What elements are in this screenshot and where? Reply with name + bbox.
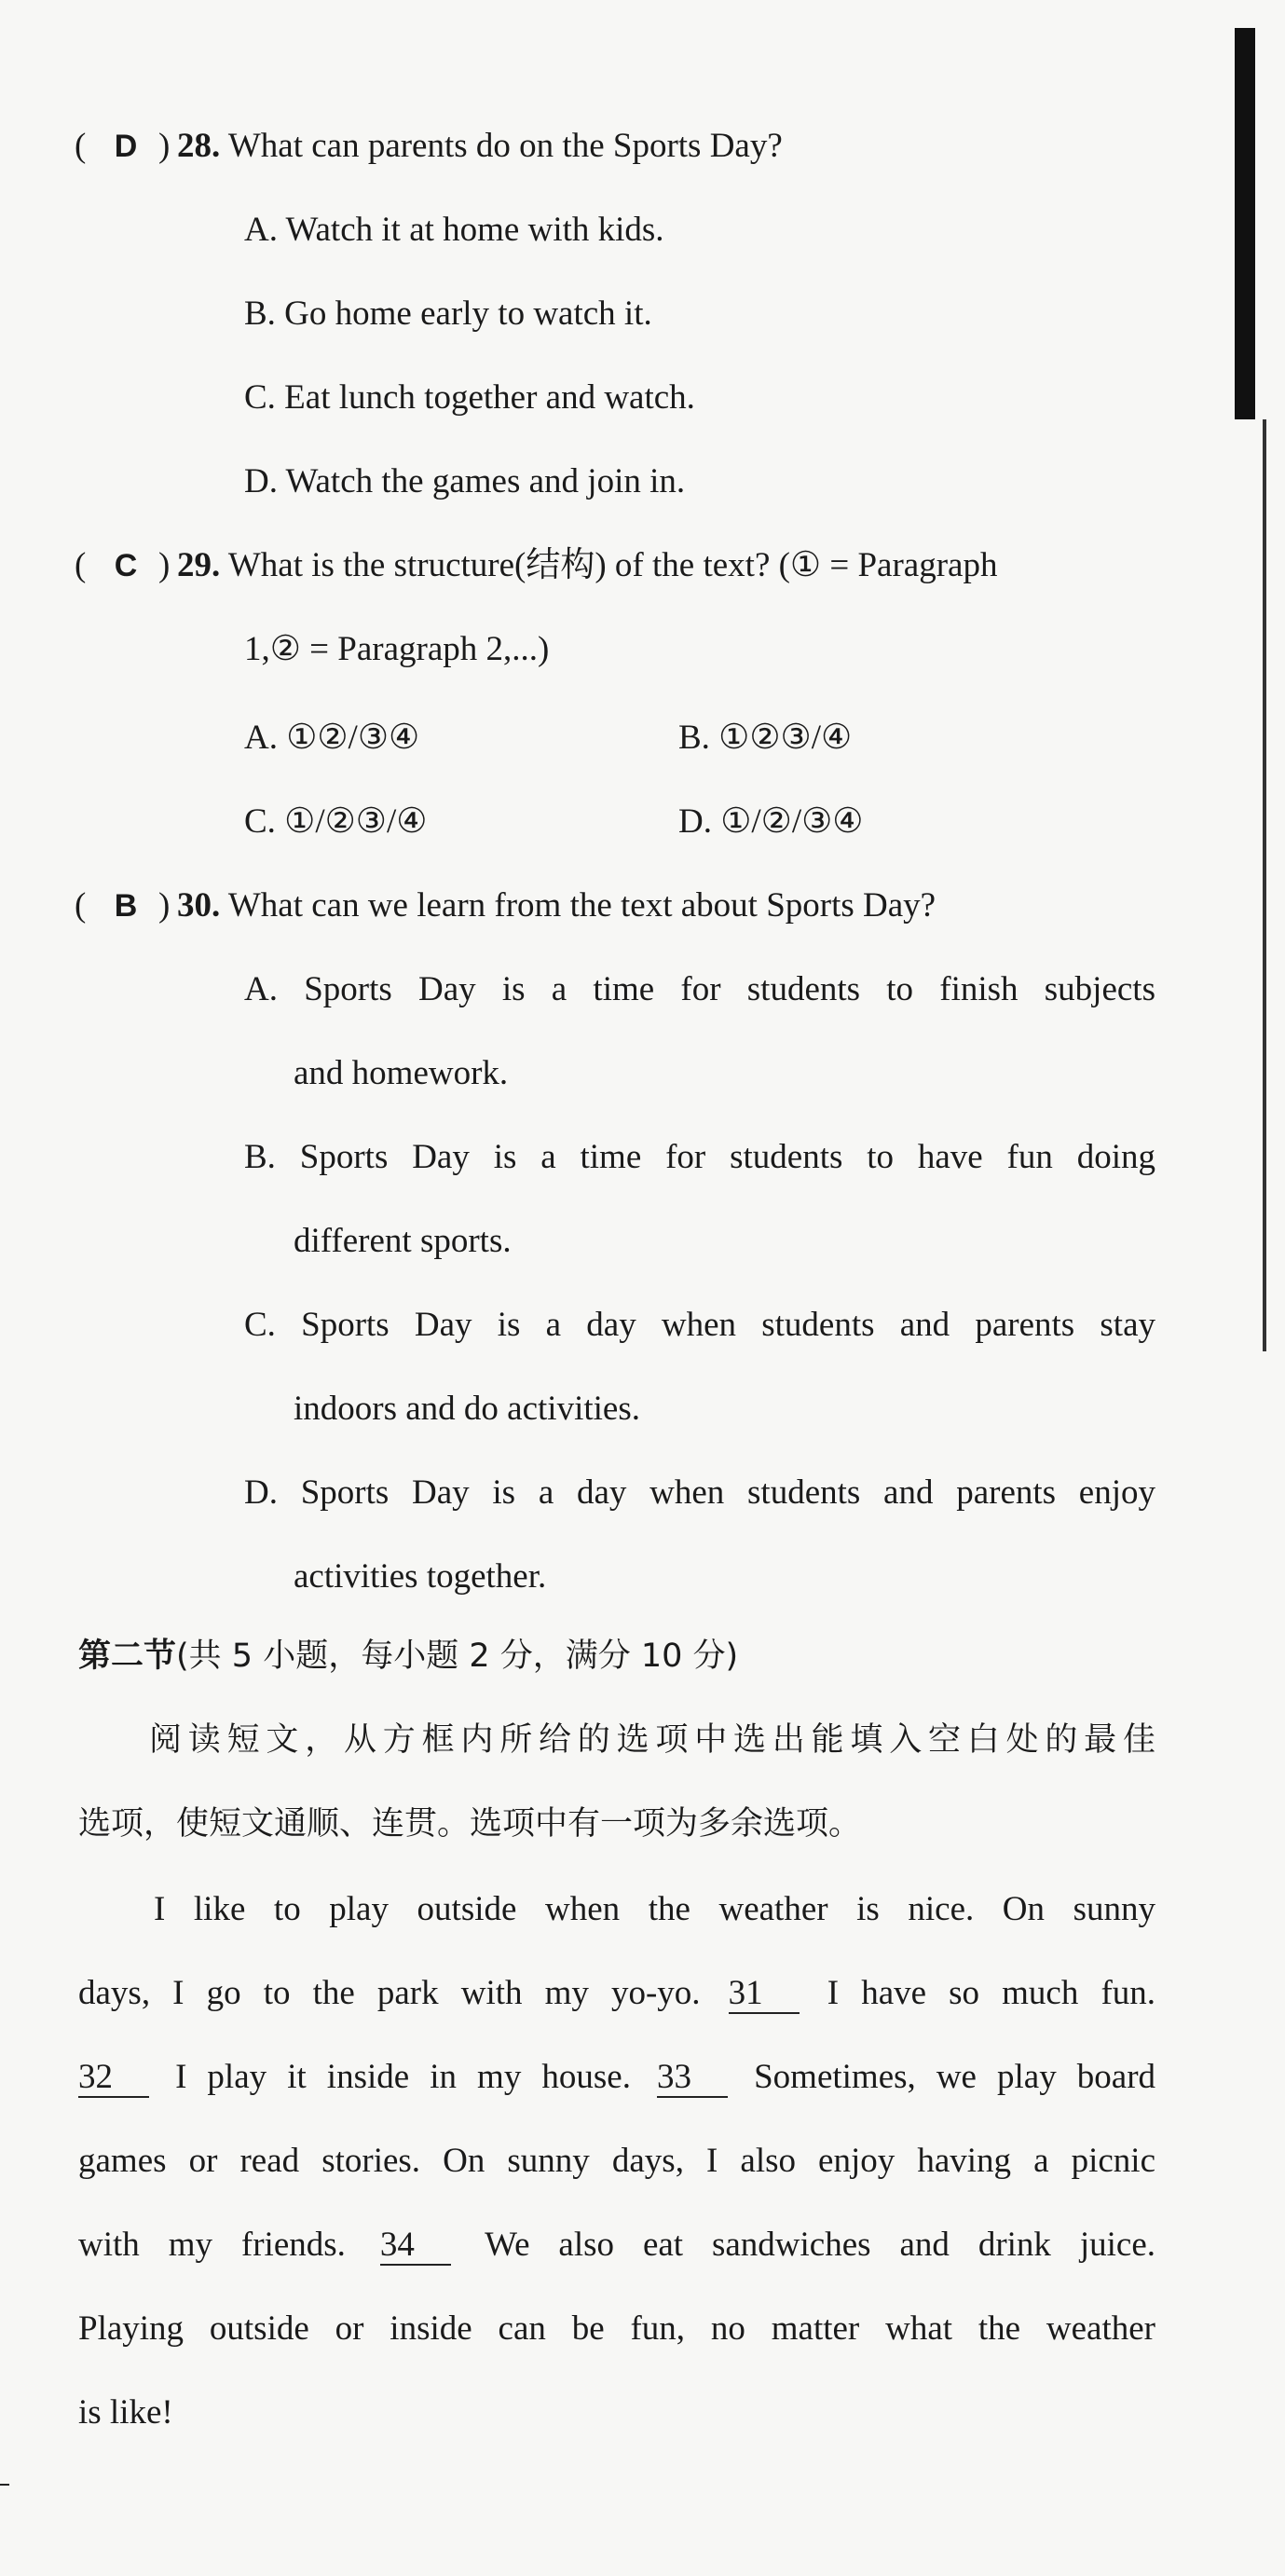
option-28-b: B. Go home early to watch it.	[244, 295, 652, 333]
question-number-29: 29.	[177, 546, 221, 584]
option-30-d: D. Sports Day is a day when students and parents enjoy	[244, 1473, 1155, 1512]
passage-line-5: with my friends. 34 We also eat sandwiches and drink juice.	[78, 2226, 1156, 2264]
passage-line-2: days, I go to the park with my yo-yo. 31 I have so much fun.	[78, 1974, 1156, 2012]
option-28-d: D. Watch the games and join in.	[244, 462, 686, 500]
instruction-line-2: 选项，使短文通顺、连贯。选项中有一项为多余选项。	[78, 1805, 862, 1843]
question-text-28: What can parents do on the Sports Day?	[227, 127, 783, 165]
question-number-30: 30.	[177, 886, 221, 925]
answer-29: C	[114, 548, 138, 583]
option-30-c-cont: indoors and do activities.	[294, 1390, 640, 1428]
margin-tick	[0, 2484, 9, 2486]
passage-line-7: is like!	[78, 2393, 173, 2432]
question-30: ( B ) 30. What can we learn from the text about Sports Day?	[75, 886, 936, 925]
question-text-30: What can we learn from the text about Sports Day?	[227, 886, 936, 925]
question-text-29-cont: 1,② = Paragraph 2,...)	[244, 630, 550, 668]
instruction-line-1: 阅读短文，从方框内所给的选项中选出能填入空白处的最佳	[149, 1721, 1155, 1759]
section-scoring: (共 5 小题，每小题 2 分，满分 10 分)	[176, 1637, 739, 1675]
question-29: ( C ) 29. What is the structure(结构) of the text? (① = Paragraph	[75, 546, 998, 584]
blank-31: 31	[729, 1976, 800, 2014]
passage-line-3: 32 I play it inside in my house. 33 Sometimes, we play board	[78, 2058, 1156, 2096]
option-28-c: C. Eat lunch together and watch.	[244, 378, 695, 417]
question-number-28: 28.	[177, 127, 221, 165]
option-29-d: D. ①/②/③④	[678, 802, 864, 841]
option-30-c: C. Sports Day is a day when students and parents stay	[244, 1306, 1155, 1344]
option-30-a: A. Sports Day is a time for students to finish subjects	[244, 970, 1155, 1008]
scan-edge-line	[1263, 419, 1266, 1351]
scan-edge-shadow	[1235, 28, 1255, 419]
answer-30: B	[114, 888, 138, 924]
question-28: ( D ) 28. What can parents do on the Sports Day?	[75, 127, 783, 165]
option-29-c: C. ①/②③/④	[244, 802, 428, 841]
option-30-d-cont: activities together.	[294, 1557, 547, 1596]
option-29-b: B. ①②③/④	[678, 719, 853, 757]
blank-33: 33	[657, 2060, 728, 2098]
option-28-a: A. Watch it at home with kids.	[244, 211, 664, 249]
passage-line-1: I like to play outside when the weather is nice. On sunny	[154, 1890, 1155, 1928]
blank-32: 32	[78, 2060, 149, 2098]
option-29-a: A. ①②/③④	[244, 719, 420, 757]
option-30-b: B. Sports Day is a time for students to have fun doing	[244, 1138, 1155, 1176]
option-30-a-cont: and homework.	[294, 1054, 509, 1092]
section-title: 第二节	[78, 1637, 177, 1675]
question-text-29: What is the structure(结构) of the text? (① = Paragraph	[227, 546, 998, 584]
answer-28: D	[114, 129, 138, 164]
blank-34: 34	[380, 2227, 451, 2266]
passage-line-4: games or read stories. On sunny days, I also enjoy having a picnic	[78, 2142, 1155, 2180]
section-heading	[78, 1637, 739, 1675]
passage-line-6: Playing outside or inside can be fun, no matter what the weather	[78, 2309, 1155, 2348]
option-30-b-cont: different sports.	[294, 1222, 512, 1260]
